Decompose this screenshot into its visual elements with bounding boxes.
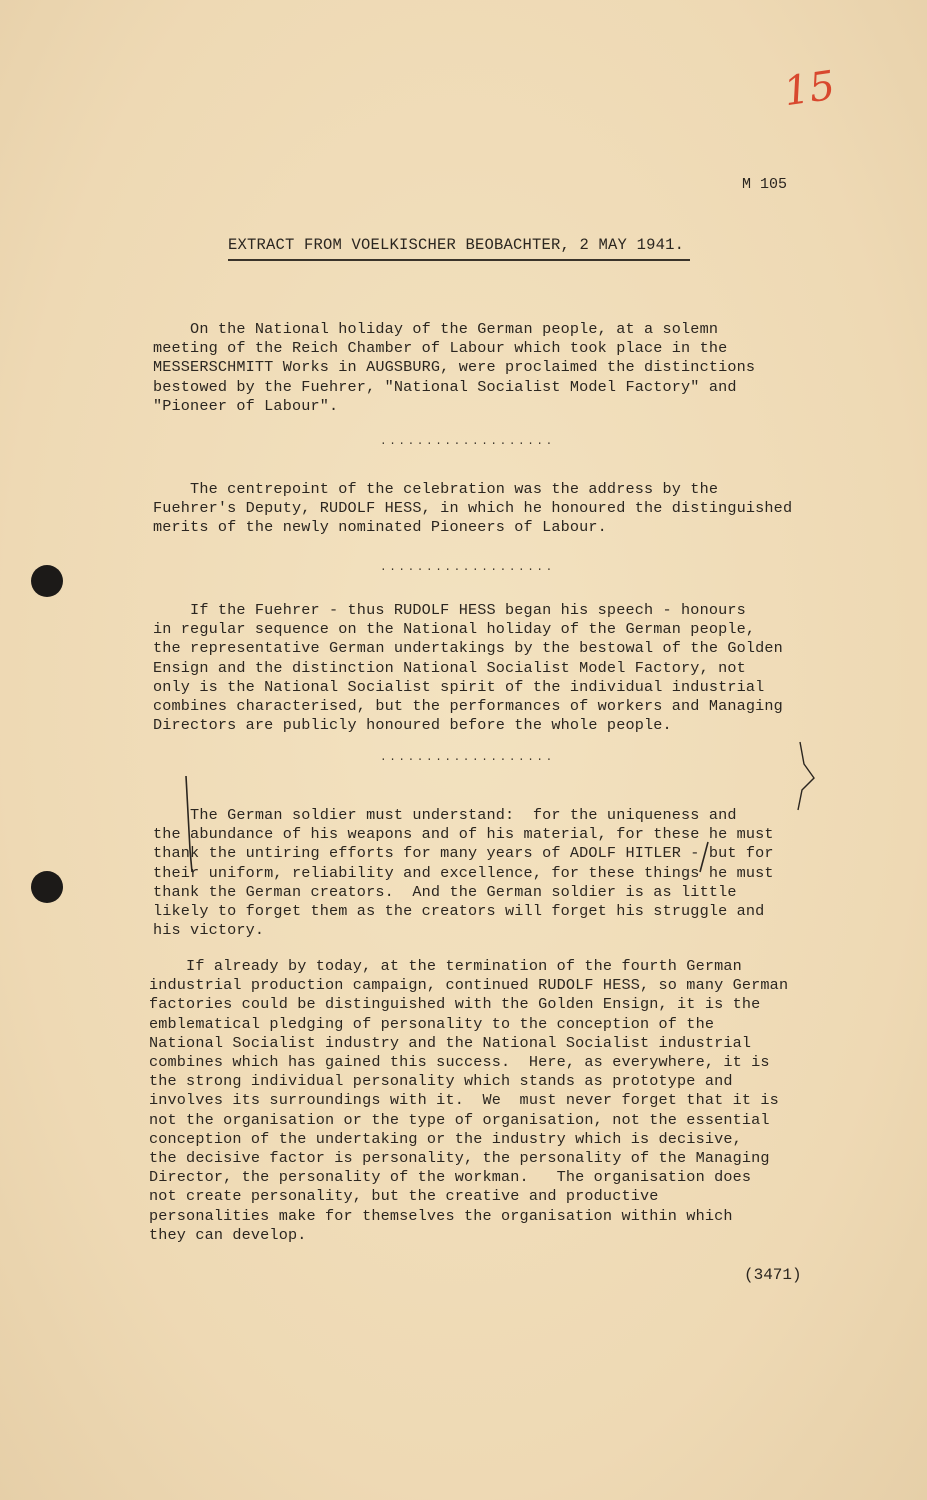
paragraph-1: On the National holiday of the German people, at a solemn meeting of the Reich Chamber of Labour which took place in the MESSERSCHMITT Works in AUGSBURG, were proclaimed the distinctions bestowed by the Fuehrer, "National Socialist Model Factory" and "Pioneer of Labour". — [153, 320, 756, 415]
document-reference: M 105 — [742, 176, 788, 193]
document-title: EXTRACT FROM VOELKISCHER BEOBACHTER, 2 MAY 1941. — [228, 236, 685, 254]
separator-dots: ................... — [380, 436, 555, 448]
left-bracket-mark — [186, 776, 192, 872]
paragraph-2: The centrepoint of the celebration was the address by the Fuehrer's Deputy, RUDOLF HESS, in which he honoured the distinguished merits of the newly nominated Pioneers of Labour. — [153, 480, 793, 537]
handwritten-page-number: 15 — [781, 62, 838, 116]
page-code: (3471) — [744, 1266, 802, 1284]
paragraph-3: If the Fuehrer - thus RUDOLF HESS began his speech - honours in regular sequence on the National holiday of the German people, the representative German undertakings by the bestowal of the Golden Ensign and the distinction National Socialist Model Factory, not only is the National Socialist spirit of the individual industrial combines characterised, but the performances of workers and Managing Directors are publicly honoured before the whole people. — [153, 601, 783, 735]
right-bracket-mark — [798, 742, 814, 810]
separator-dots: ................... — [380, 562, 555, 574]
paragraph-5: If already by today, at the termination of the fourth German industrial production campaign, continued RUDOLF HESS, so many German factories could be distinguished with the Golden Ensign, it is the emblematical pledging of personality to the conception of the National Socialist industry and the National Socialist industrial combines which has gained this success. Here, as everywhere, it is the strong individual personality which stands as prototype and involves its surroundings with it. We must never forget that it is not the organisation or the type of organisation, not the essential conception of the undertaking or the industry which is decisive, the decisive factor is personality, the personality of the Managing Director, the personality of the workman. The organisation does not create personality, but the creative and productive personalities make for themselves the organisation within which they can develop. — [149, 957, 789, 1244]
paragraph-4: The German soldier must understand: for the uniqueness and the abundance of his weapons and of his material, for these he must thank the untiring efforts for many years of ADOLF HITLER - but for their uniform, reliability and excellence, for these things he must thank the German creators. And the German soldier is as little likely to forget them as the creators will forget his struggle and his victory. — [153, 806, 774, 940]
insertion-slash-mark — [700, 842, 708, 872]
separator-dots: ................... — [380, 752, 555, 764]
